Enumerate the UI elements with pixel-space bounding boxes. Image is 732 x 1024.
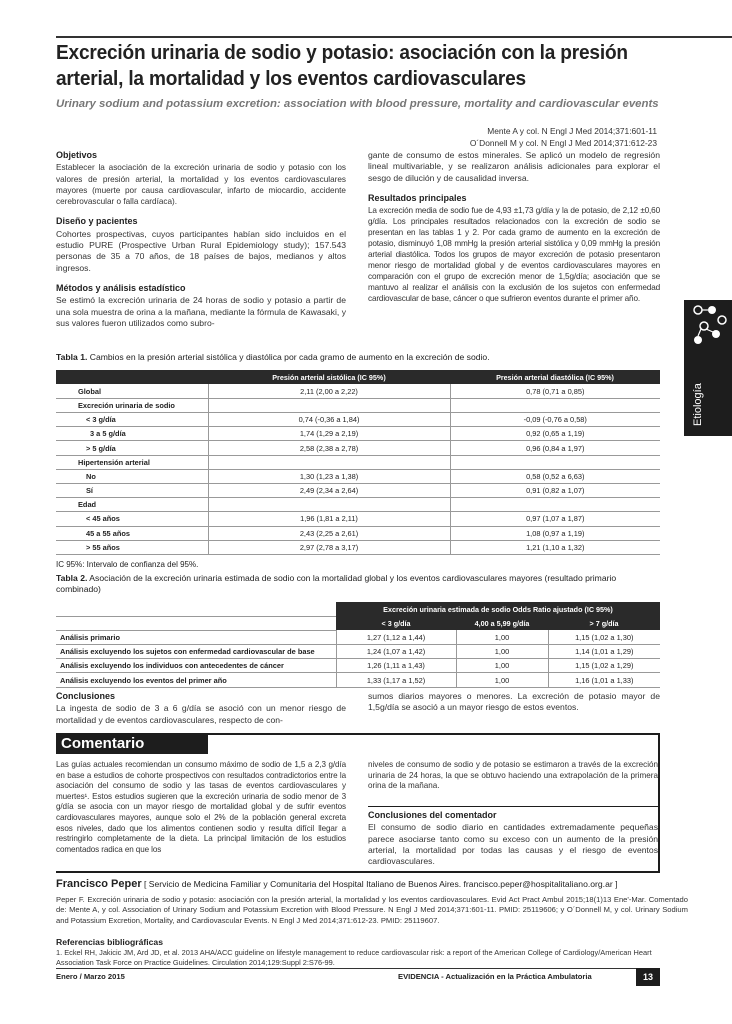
article-subtitle: Urinary sodium and potassium excretion: association with blood pressure, mortality and cardiovascular events [56,98,659,110]
table2-header: < 3 g/día [336,616,456,630]
row-label: Análisis excluyendo los individuos con antecedentes de cáncer [56,659,336,673]
table-row [56,441,660,455]
cell: 2,43 (2,25 a 2,61) [208,526,450,540]
table-row [56,384,660,398]
table2-caption-label: Tabla 2. [56,573,88,583]
references-heading: Referencias bibliográficas [56,937,163,947]
cell: 0,97 (1,07 a 1,87) [450,512,660,526]
table2-group-header: Excreción urinaria estimada de sodio Odds Ratio ajustado (IC 95%) [336,602,660,616]
cell [450,498,660,512]
table2-header-row [56,616,660,630]
section-side-tab [684,300,732,436]
cell: 1,26 (1,11 a 1,43) [336,659,456,673]
table2-caption [56,573,660,595]
cell: 0,58 (0,52 a 6,63) [450,469,660,483]
comentador-heading: Conclusiones del comentador [368,810,497,820]
cell [450,455,660,469]
cell: 1,00 [456,645,548,659]
page-number: 13 [636,968,660,986]
objetivos-text: Establecer la asociación de la excreción urinaria de sodio y potasio con los valores de presión arterial, la mortalidad y los eventos cardiovasculares mayores (muerte por causa cardiovascular, infarto de miocardio, accidente cerebrovascular o falla cardíaca). [56,163,346,207]
row-label: Análisis excluyendo los sujetos con enfermedad cardiovascular de base [56,645,336,659]
table-row [56,469,660,483]
top-rule [56,36,732,38]
cell: 0,78 (0,71 a 0,85) [450,384,660,398]
cell: 1,21 (1,10 a 1,32) [450,540,660,554]
comentario-inner-rule [368,806,660,807]
source-references [470,126,657,149]
cell: 0,96 (0,84 a 1,97) [450,441,660,455]
row-label: Análisis excluyendo los eventos del primer año [56,673,336,687]
table2-header: 4,00 a 5,99 g/día [456,616,548,630]
cell: 0,74 (-0,36 a 1,84) [208,413,450,427]
cell: 2,97 (2,78 a 3,17) [208,540,450,554]
cell [450,398,660,412]
molecule-icon [684,300,732,370]
row-label: 3 a 5 g/día [56,427,208,441]
cell [208,398,450,412]
cell [208,455,450,469]
conclusiones-text: La ingesta de sodio de 3 a 6 g/día se asoció con un menor riesgo de mortalidad y de eventos cardiovasculares, respecto de con- [56,703,346,725]
cell: 1,14 (1,01 a 1,29) [548,645,660,659]
table-row [56,512,660,526]
comentario-right-text: niveles de consumo de sodio y de potasio se estimaron a través de la excreción urinaria de 24 horas, la que se obtuvo haciendo una extrapolación de la primera orina de la mañana. [368,760,658,791]
author-name: Francisco Peper [56,878,142,890]
table1-caption [56,352,490,363]
table2-header: > 7 g/día [548,616,660,630]
table1-footnote: IC 95%: Intervalo de confianza del 95%. [56,560,199,569]
table-row [56,427,660,441]
table-row [56,540,660,554]
table-row [56,645,660,659]
comentario-right [368,760,658,792]
cell: 1,27 (1,12 a 1,44) [336,630,456,644]
row-label: > 55 años [56,540,208,554]
row-label: No [56,469,208,483]
article-title: Excreción urinaria de sodio y potasio: asociación con la presión arterial, la mortalidad y los eventos cardiovasculares [56,41,628,90]
row-label: > 5 g/día [56,441,208,455]
cell: 0,92 (0,65 a 1,19) [450,427,660,441]
cell: 2,11 (2,00 a 2,22) [208,384,450,398]
conclusiones-left [56,691,346,726]
cell: 1,00 [456,630,548,644]
cell: 1,30 (1,23 a 1,38) [208,469,450,483]
comentador-conclusions [368,810,658,867]
diseno-heading: Diseño y pacientes [56,216,138,227]
cell: 1,00 [456,673,548,687]
table-row [56,630,660,644]
cell [208,498,450,512]
table-row [56,398,660,412]
cell: 1,74 (1,29 a 2,19) [208,427,450,441]
table-row [56,484,660,498]
row-label: Edad [56,498,208,512]
cell: 1,00 [456,659,548,673]
footer-journal: EVIDENCIA - Actualización en la Práctica Ambulatoria [398,972,592,981]
cell: 2,49 (2,34 a 2,64) [208,484,450,498]
cell: 1,24 (1,07 a 1,42) [336,645,456,659]
side-tab-label: Etiología [692,383,704,426]
table2 [56,602,660,688]
objetivos-heading: Objetivos [56,150,98,160]
cell: 2,58 (2,38 a 2,78) [208,441,450,455]
row-label: Hipertensión arterial [56,455,208,469]
footer-rule [56,968,660,969]
table-row [56,673,660,687]
table2-caption-text: Asociación de la excreción urinaria estimada de sodio con la mortalidad global y los eventos cardiovasculares mayores (resultado primario combinado) [56,573,617,594]
row-label: Análisis primario [56,630,336,644]
table-row [56,526,660,540]
comentario-heading: Comentario [56,733,208,754]
row-label: Sí [56,484,208,498]
table-row [56,659,660,673]
table2-group-header-row [56,602,660,616]
table1-header-row [56,370,660,384]
conclusiones-heading: Conclusiones [56,691,116,701]
cell: 1,33 (1,17 a 1,52) [336,673,456,687]
row-label: < 45 años [56,512,208,526]
table-row [56,413,660,427]
conclusiones-right [368,691,660,714]
resultados-heading: Resultados principales [368,192,467,203]
table-row [56,455,660,469]
cell: 0,91 (0,82 a 1,07) [450,484,660,498]
comentario-left [56,760,346,855]
table1-header: Presión arterial sistólica (IC 95%) [208,370,450,384]
table1-header [56,370,208,384]
conclusiones-text-cont: sumos diarios mayores o menores. La excreción de potasio mayor de 1,5g/día se asoció a un mayor riesgo de estos eventos. [368,691,660,713]
diseno-text: Cohortes prospectivas, cuyos participantes habían sido incluidos en el estudio PURE (Prospective Urban Rural Epidemiology study); 157.543 personas de 35 a 70 años, de 18 países de bajos, medianos y altos ingresos. [56,228,346,273]
resultados-text: La excreción media de sodio fue de 4,93 ±1,73 g/día y la de potasio, de 2,12 ±0,60 g/día. Los principales resultados relacionados con la excreción de sodio se presentan en las tablas 1 y 2. Por cada gramo de aumento en la excreción de potasio, disminuyó 1,08 mmHg la presión arterial sistólica y 0,09 mmHg la presión arterial diastólica. Todos los grupos de mayor excreción de potasio presentaron menor riesgo de mortalidad global y de eventos cardiovasculares mayores en comparación con el grupo de excreción menor de 1,5g/día; asociación que se mantuvo al realizar el análisis con la exclusión de los sujetos con enfermedad cardiovascular de base, cáncer o que sufrieron eventos durante el primer año. [368,206,660,304]
cell: 1,15 (1,02 a 1,30) [548,630,660,644]
table1-caption-label: Tabla 1. [56,352,88,362]
references-list: 1. Eckel RH, Jakicic JM, Ard JD, et al. 2013 AHA/ACC guideline on lifestyle management to reduce cardiovascular risk: a report of the American College of Cardiology/American Heart Association Task Force on Practice Guidelines. Circulation 2014;129:Suppl 2:S76-99. [56,948,652,967]
comentario-left-text: Las guías actuales recomiendan un consumo máximo de sodio de 1,5 a 2,3 g/día en base a estudios de cohorte prospectivos con resultados contradictorios entre la asociación del consumo de sodio y las tasas de eventos cardiovasculares y muertes¹. Estos estudios sugieren que la excreción urinaria de sodio menor de 3 g/día se asocia con un mayor riesgo de mortalidad global y de sufrir eventos cardiovasculares mayores, aunque solo el 2% de la población general excreta esos niveles, dado que los alimentos contienen sodio y resulta difícil llegar a restringirlo completamente de la dieta. La principal limitación de los estudios comentados radica en que los [56,760,346,854]
row-label: 45 a 55 años [56,526,208,540]
left-column [56,150,346,329]
author-affiliation: [ Servicio de Medicina Familiar y Comunitaria del Hospital Italiano de Buenos Aires. francisco.peper@hospitalitaliano.org.ar ] [143,879,618,889]
reference-2: O´Donnell M y col. N Engl J Med 2014;371:612-23 [469,137,657,148]
reference-1: Mente A y col. N Engl J Med 2014;371:601-11 [487,126,657,136]
comentario-rule [208,733,660,735]
table-row [56,498,660,512]
table1-caption-text: Cambios en la presión arterial sistólica y diastólica por cada gramo de aumento en la excreción de sodio. [87,352,490,362]
footer-date: Enero / Marzo 2015 [56,972,125,981]
cell: 1,15 (1,02 a 1,29) [548,659,660,673]
table1-header: Presión arterial diastólica (IC 95%) [450,370,660,384]
cell: 1,96 (1,81 a 2,11) [208,512,450,526]
author-line [56,878,617,890]
row-label: < 3 g/día [56,413,208,427]
right-column [368,150,660,304]
table1 [56,370,660,555]
row-label: Excreción urinaria de sodio [56,398,208,412]
citation: Peper F. Excreción urinaria de sodio y potasio: asociación con la presión arterial, la mortalidad y los eventos cardiovasculares. Evid Act Pract Ambul 2015;18(1)13 Ene'-Mar. Comentado de: Mente A, y col. Association of Urinary Sodium and Potassium Excretion with Blood Pressure. N Engl J Med 2014;371:601-11. PMID: 25119606; y O´Donnell M, y col. Urinary Sodium and Potassium Excretion, Mortality, and Cardiovascular Events. N Engl J Med 2014;371:612-23. PMID: 25119607. [56,895,688,925]
cell: 1,08 (0,97 a 1,19) [450,526,660,540]
cell: 1,16 (1,01 a 1,33) [548,673,660,687]
cell: -0,09 (-0,76 a 0,58) [450,413,660,427]
comentador-text: El consumo de sodio diario en cantidades extremadamente pequeñas parece asociarse tanto como su exceso con un aumento de la presión arterial, la mortalidad por todas las causas y el riesgo de eventos cardiovasculares. [368,822,658,867]
row-label: Global [56,384,208,398]
metodos-text: Se estimó la excreción urinaria de 24 horas de sodio y potasio a partir de una sola muestra de orina a la mañana, mediante la fórmula de Kawasaki, y sus valores fueron utilizados como subro- [56,295,346,328]
metodos-text-cont: gante de consumo de estos minerales. Se aplicó un modelo de regresión lineal multivariable, y se realizaron análisis adicionales para explorar el sesgo de dilución y de causalidad inversa. [368,150,660,183]
metodos-heading: Métodos y análisis estadístico [56,282,186,293]
